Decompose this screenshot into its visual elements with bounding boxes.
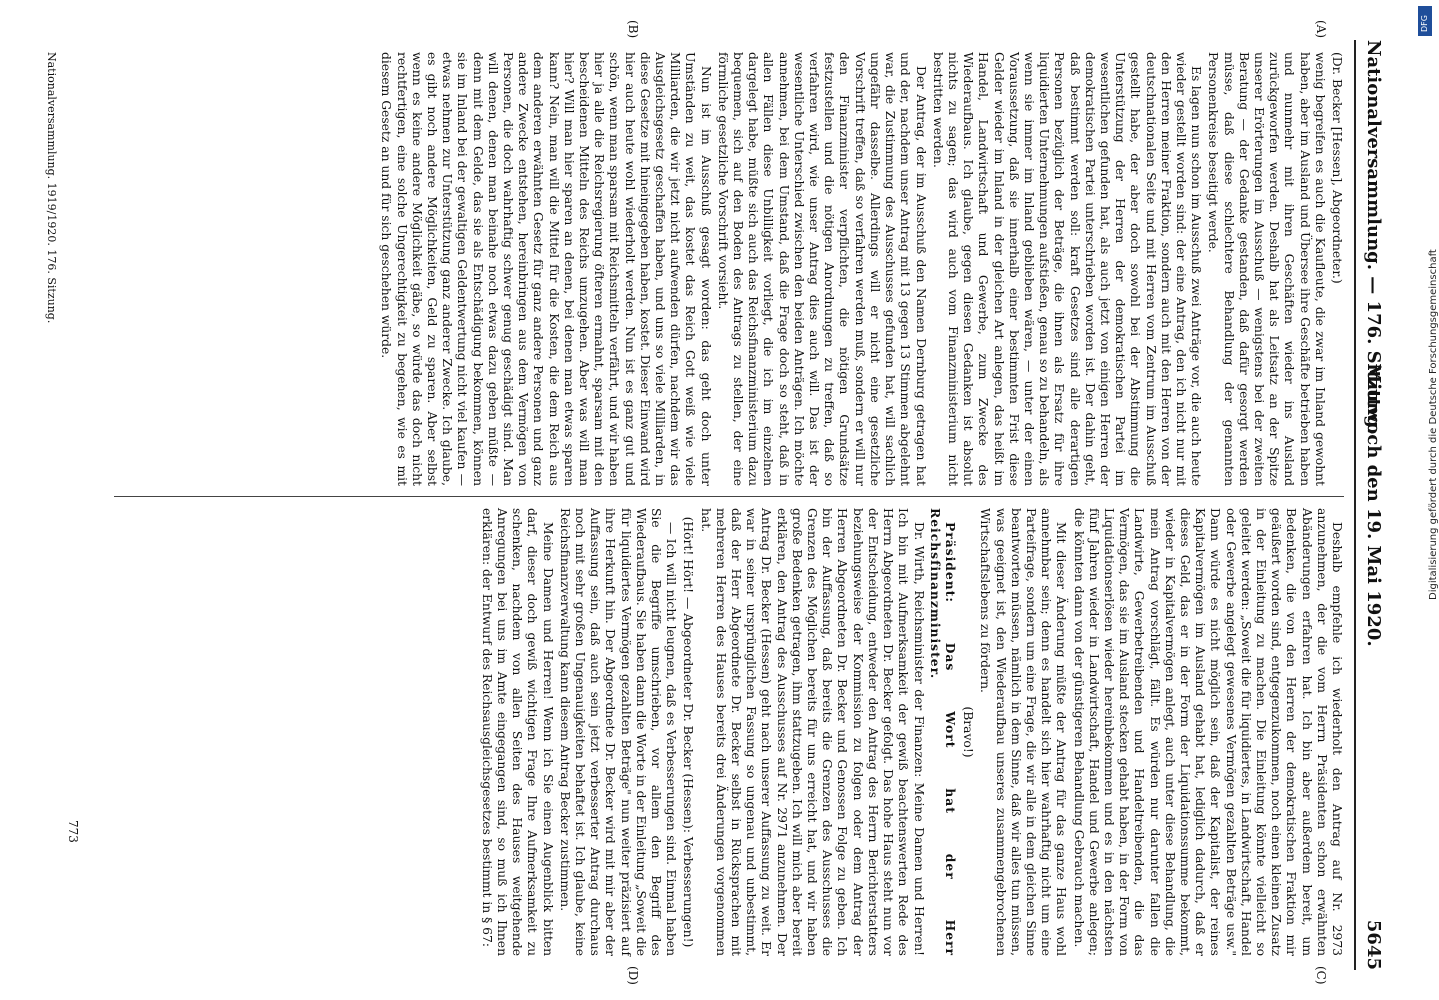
paragraph: Deshalb empfehle ich wiederholt den Antrag auf Nr. 2973 anzunehmen, der die vom Herrn Präsidenten schon erwähnten Abänderungen erfahren hat. Ich bin aber außerdem bereit, um Bedenken, die von den Herren der demokratischen Fraktion mir geäußert worden sind, entgegenzukommen, noch einen kleinen Zusatz in der Einleitung zu machen. Die Einleitung könnte vielleicht so geleitet werden: „Soweit die für liquidiertes, in Landwirtschaft, Handel oder Gewerbe angelegt gewesenes Vermögen gezahlten Beträge usw." Dann würde es nicht möglich sein, daß der Kapitalist, der reines Kapitalvermögen im Ausland gehabt hat, lediglich dadurch, daß er dieses Geld, das er in der Form der Liquidationssumme bekommt, wieder in Kapitalvermögen anlegt, auch unter diese Behandlung, die mein Antrag vorschlägt, fällt. Es würden nur darunter fallen die Landwirte, Gewerbetreibenden und Handeltreibenden, die das Vermögen, das sie im Ausland stecken gehabt haben, in der Form von Liquidationserlösen wieder hereinbekommen und es in den nächsten fünf Jahren wieder in Landwirtschaft, Handel und Gewerbe anlegen; die könnten dann von der günstigeren Behandlung Gebrauch machen.: [1071, 508, 1344, 956]
interjection: (Hört! Hört! — Abgeordneter Dr. Becker (Hessen): Verbesserungen!): [681, 516, 696, 948]
interjection: (Bravo!): [961, 706, 976, 758]
page-number: 5645: [1363, 919, 1384, 970]
footer-text: Nationalversammlung. 1919/1920. 176. Sitzung.: [45, 52, 58, 324]
left-column: [376, 52, 1344, 486]
margin-marker-c: (C): [1314, 966, 1328, 985]
paragraph: Es lagen nun schon im Ausschuß zwei Anträge vor, die auch heute wieder gestellt worden sind: der eine Antrag, den ich nicht nur mit den Herren meiner Fraktion, sondern auch mit den Herren von der deutschnationalen Seite und mit Herren vom Zentrum im Ausschuß gestellt habe, der aber doch sowohl bei der Abstimmung die Unterstützung der Herren der demokratischen Partei im wesentlichen gefunden hat, als auch jetzt von einigen Herren der demokratischen Partei unterschrieben worden ist. Der dahin geht, daß bestimmt werden soll: kraft Gesetzes sind alle derartigen Personen bezüglich der Beträge, die ihnen als Ersatz für ihre liquidierten Unternehmungen aufstießen, genau so zu behandeln, als wenn sie immer im Inland geblieben wären, — unter der einen Voraussetzung, daß sie innerhalb einer bestimmten Frist diese Gelder wieder im Inland in der gleichen Art anlegen, das heißt im Handel, Landwirtschaft und Gewerbe, zum Zwecke des Wiederaufbaus. Ich glaube, gegen diesen Gedanken ist absolut nichts zu sagen; das wird auch vom Finanzministerium nicht bestritten werden.: [930, 52, 1204, 486]
footer-page-code: 773: [66, 820, 80, 843]
paragraph: Nun ist im Ausschuß gesagt worden: das geht doch unter Umständen zu weit, das kostet das Reich Gott weiß wie viele Milliarden, die wir jetzt nicht aufwenden dürfen, nachdem wir das Ausgleichsgesetz geschaffen haben, und uns so viele Milliarden, in diese Gesetze mit hineingegeben haben, kostet. Dieser Einwand wird hier auch heute wohl wiederholt werden. Nun ist es ganz gut und schön, wenn man sparsam mit Reichsmitteln verfährt, und wir haben hier ja alle die Reichsregierung öfteren ermahnt, sparsam mit den bescheidenen Mitteln des Reichs umzugehen. Aber was will man hier? Will man hier sparen an denen, bei denen man etwas sparen kann? Nein, man will die Mittel für die Kosten, die dem Reich aus dem anderen erwähnten Gesetz für ganz andere Personen und ganz andere Zwecke entstehen, hereinbringen aus dem Vermögen von Personen, die doch wahrhaftig schwer genug geschädigt sind. Man will denen, denen man beinahe noch etwas dazu geben müßte — denn mit dem Gelde, das sie als Entschädigung bekommen, können sie im Inland bei der gewaltigen Geldentwertung nicht viel kaufen — etwas nehmen zur Unterstützung ganz anderer Zwecke. Ich glaube, es gibt noch andere Möglichkeiten, Geld zu sparen. Aber selbst wenn es keine andere Möglichkeit gäbe, so würde das doch nicht rechtfertigen, eine solche Ungerechtigkeit zu begehen, wie es mit diesem Gesetz an und für sich geschehen würde.: [379, 52, 713, 486]
president-statement: Präsident: Das Wort hat der Herr Reichsfinanzminister.: [927, 508, 958, 956]
running-header: [1354, 40, 1392, 970]
margin-marker-b: (B): [626, 20, 640, 39]
paragraph: wenig begreifen es auch die Kaufleute, die zwar im Inland gewohnt haben, aber im Ausland und Übersee ihre Geschäfte betrieben haben und nunmehr mit ihren Geschäften wieder ins Ausland zurückgeworfen werden. Deshalb hat als Leitsatz an der Spitze unserer Erörterungen im Ausschuß — wenigstens bei der zweiten Beratung — der Gedanke gestanden, daß dafür gesorgt werden müsse, daß diese schlechtere Behandlung der genannten Personenkreise beseitigt werde.: [1206, 52, 1327, 486]
digitization-credit: [1416, 0, 1439, 1000]
paragraph: Mit dieser Änderung müßte der Antrag für das ganze Haus wohl annehmbar sein; denn es handelt sich hier wahrhaftig nicht um eine Parteifrage, sondern um eine Frage, die wir alle in dem gleichen Sinne beantworten müssen, nämlich in dem Sinne, daß wir alles tun müssen, was geeignet ist, den Wiederaufbau unseres zusammengebrochenen Wirtschaftslebens zu fördern.: [978, 508, 1069, 956]
paragraph: Meine Damen und Herren! Wenn ich Sie einen Augenblick bitten darf, dieser doch gewiß wichtigen Frage Ihre Aufmerksamkeit zu schenken, nachdem von allen Seiten des Hauses weitgehende Anregungen bei uns im Amte eingegangen sind, so muß ich Ihnen erklären: der Entwurf des Reichsausgleichsgesetzes bestimmt in § 67:: [479, 508, 555, 956]
credit-text: Digitalisierung gefördert durch die Deutsche Forschungsgemeinschaft: [1428, 249, 1439, 600]
dfg-logo: [1418, 6, 1432, 36]
header-date: Mittwoch den 19. Mai 1920.: [1363, 363, 1384, 647]
margin-marker-d: (D): [626, 966, 640, 985]
right-column: [477, 508, 1344, 956]
paragraph: Dr. Wirth, Reichsminister der Finanzen: Meine Damen und Herren! Ich bin mit Aufmerksamkeit der gewiß beachtenswerten Rede des Herrn Abgeordneten Dr. Becker gefolgt. Das hohe Haus steht nun vor der Entscheidung, entweder den Antrag des Herrn Berichterstatters beziehungsweise der Kommission zu folgen oder dem Antrag der Herren Abgeordneten Dr. Becker und Genossen Folge zu geben. Ich bin der Auffassung, daß bereits die Grenzen des Ausschusses die Grenzen des Möglichen bereits für uns erreicht hat, und wir haben große Bedenken getragen, ihm stattzugeben. Ich will mich aber bereit erklären, den Antrag des Ausschusses auf Nr. 2971 anzunehmen. Der Antrag Dr. Becker (Hessen) geht nach unserer Auffassung zu weit. Er war in seiner ursprünglichen Fassung so ungenau und unbestimmt, daß der Herr Abgeordnete Dr. Becker selbst in Rücksprachen mit mehreren Herren des Hauses bereits drei Änderungen vorgenommen hat.: [698, 508, 926, 956]
column-divider: [114, 496, 1344, 497]
dfg-logo-text: DFG: [1420, 15, 1429, 32]
margin-marker-a: (A): [1314, 20, 1328, 39]
paragraph: Der Antrag, der im Ausschuß den Namen Dernburg getragen hat und der, nachdem unser Antrag mit 13 gegen 13 Stimmen abgelehnt war, die Zustimmung des Ausschusses gefunden hat, will sachlich ungefähr dasselbe. Allerdings will er nicht eine gesetzliche Vorschrift treffen, daß so verfahren werden muß, sondern er will nur den Finanzminister verpflichten, die nötigen Grundsätze festzustellen und die nötigen Anordnungen zu treffen, daß so verfahren wird, wie unser Antrag dies auch will. Das ist der wesentliche Unterschied zwischen den beiden Anträgen. Ich möchte annehmen, bei dem Umstand, daß die Frage doch so steht, daß in allen Fällen diese Unbilligkeit vorliegt, die ich im einzelnen dargelegt habe, müßte sich auch das Reichsfinanzministerium dazu bequemen, sich auf den Boden des Antrags zu stellen, der eine förmliche gesetzliche Vorschrift vorsieht.: [715, 52, 928, 486]
speaker-note: (Dr. Becker [Hessen], Abgeordneter.): [1330, 52, 1344, 284]
paragraph: — Ich will nicht leugnen, daß es Verbesserungen sind. Einmal haben Sie die Begriffe umschrieben, vor allem den Begriff des Wiederaufbaus. Sie haben dann die Worte in der Einleitung „Soweit die für liquidiertes Vermögen gezahlten Beträge" nun weiter präzisiert auf ihre Herkunft hin. Der Abgeordnete Dr. Becker wird mit mir aber der Auffassung sein, daß auch sein jetzt verbesserter Antrag durchaus noch mit sehr großen Ungenauigkeiten behaftet ist. Ich glaube, keine Reichsfinanzverwaltung kann diesem Antrag Becker zustimmen.: [557, 508, 679, 956]
header-left: Nationalversammlung. — 176. Sitzung.: [1363, 40, 1384, 435]
